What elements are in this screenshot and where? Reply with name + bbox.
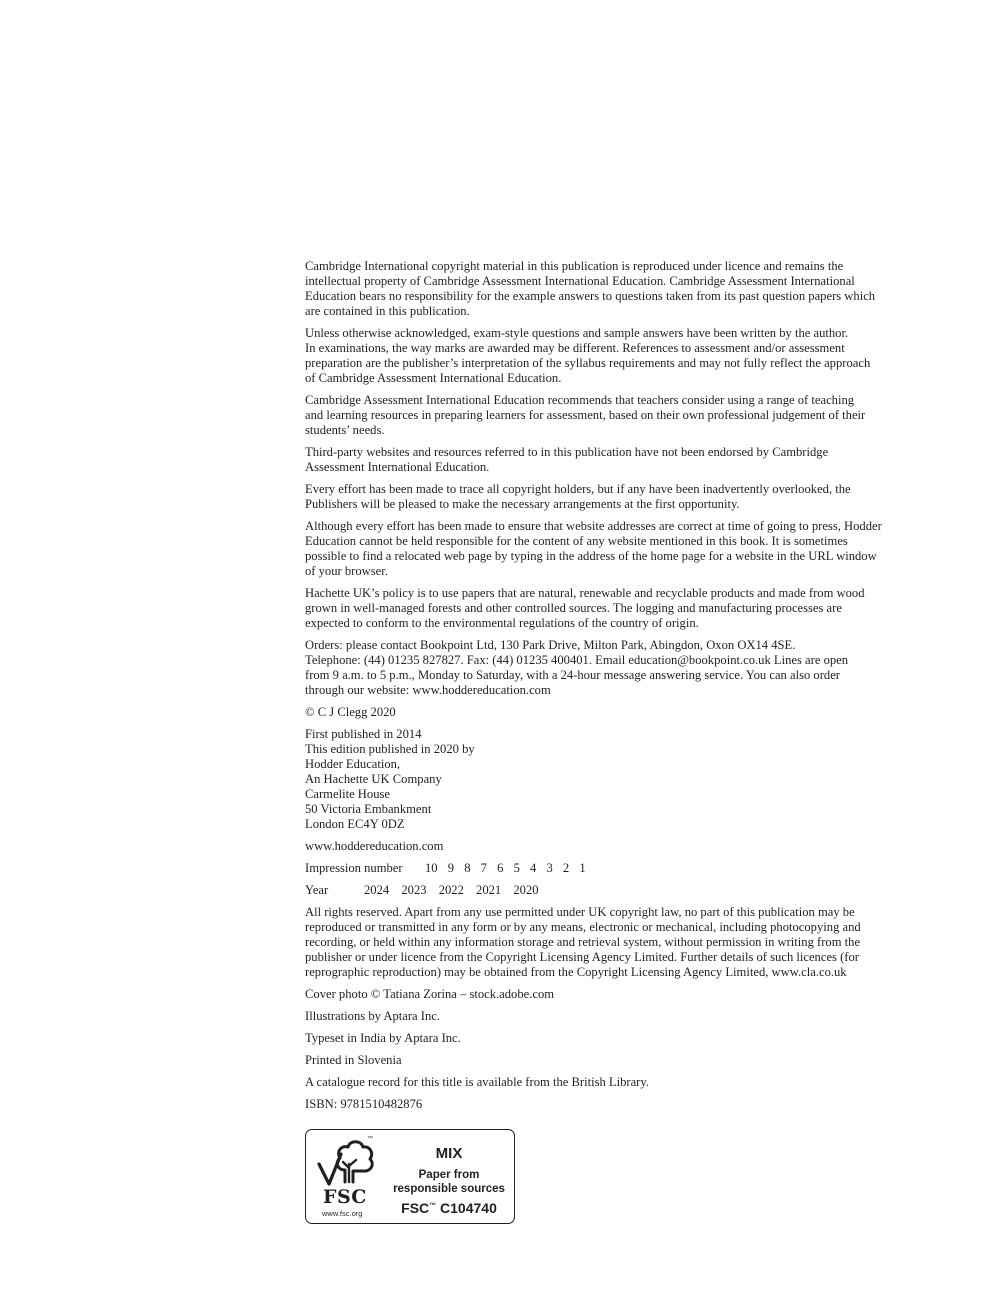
fsc-logo bbox=[305, 1129, 515, 1224]
copyright-paragraph-exam-style: Unless otherwise acknowledged, exam-style questions and sample answers have been written by the author. In examinations, the way marks are awarded may be different. References to assessment and/or assessment preparation are the publisher’s interpretation of the syllabus requirements and may not fully reflect the approach of Cambridge Assessment International Education. bbox=[305, 326, 871, 385]
cover-photo-credit: Cover photo © Tatiana Zorina – stock.adobe.com bbox=[305, 987, 555, 1001]
copyright-paragraph-websites: Although every effort has been made to ensure that website addresses are correct at time of going to press, Hodder Education cannot be held responsible for the content of any website mentioned in this book. It is sometimes possible to find a relocated web page by typing in the address of the home page for a website in the URL window of your browser. bbox=[305, 519, 882, 578]
impression-numbers bbox=[425, 861, 593, 876]
year-number: 2024 bbox=[364, 883, 390, 897]
year-number: 2023 bbox=[401, 883, 427, 897]
printed-in: Printed in Slovenia bbox=[305, 1053, 402, 1067]
year-row bbox=[305, 883, 935, 898]
copyright-notice: © C J Clegg 2020 bbox=[305, 705, 396, 719]
copyright-paragraph-third-party: Third-party websites and resources referred to in this publication have not been endorsed by Cambridge Assessment International Education. bbox=[305, 445, 829, 474]
year-number: 2020 bbox=[513, 883, 539, 897]
impression-row bbox=[305, 861, 935, 876]
catalogue-record: A catalogue record for this title is available from the British Library. bbox=[305, 1075, 650, 1089]
impression-number: 9 bbox=[447, 861, 455, 875]
fsc-mix-label: MIX bbox=[435, 1145, 463, 1162]
impression-number: 1 bbox=[579, 861, 586, 875]
impression-number: 6 bbox=[497, 861, 504, 875]
impression-number: 3 bbox=[546, 861, 553, 875]
impression-number: 7 bbox=[480, 861, 487, 875]
copyright-paragraph-paper-policy: Hachette UK’s policy is to use papers that are natural, renewable and recyclable products and made from wood grown in well-managed forests and other controlled sources. The logging and manufacturing processes are expected to conform to the environmental regulations of the country of origin. bbox=[305, 586, 865, 630]
fsc-trademark: ™ bbox=[367, 1136, 373, 1142]
copyright-paragraph-holders: Every effort has been made to trace all copyright holders, but if any have been inadvertently overlooked, the Publishers will be pleased to make the necessary arrangements at the first opportunity. bbox=[305, 482, 851, 511]
year-numbers bbox=[364, 883, 548, 898]
copyright-paragraph-cambridge: Cambridge International copyright material in this publication is reproduced under licence and remains the intellectual property of Cambridge Assessment International Education. Cambridge Assessment International Education bears no responsibility for the example answers to questions taken from its past question papers which are contained in this publication. bbox=[305, 259, 876, 318]
isbn: ISBN: 9781510482876 bbox=[305, 1097, 423, 1111]
impression-number: 4 bbox=[530, 861, 537, 875]
fsc-line-2: responsible sources bbox=[393, 1183, 505, 1195]
illustrations-credit: Illustrations by Aptara Inc. bbox=[305, 1009, 441, 1023]
fsc-logo-mark bbox=[306, 1130, 384, 1222]
fsc-code-trademark: ™ bbox=[429, 1202, 437, 1210]
year-label: Year bbox=[305, 883, 329, 897]
rights-reserved-paragraph: All rights reserved. Apart from any use permitted under UK copyright law, no part of this publication may be reproduced or transmitted in any form or by any means, electronic or mechanical, including photocopying and recording, or held within any information storage and retrieval system, without permission in writing from the publisher or under licence from the Copyright Licensing Agency Limited. Further details of such licences (for reprographic reproduction) may be obtained from the Copyright Licensing Agency Limited, www.cla.co.uk bbox=[305, 905, 861, 979]
copyright-paragraph-recommendation: Cambridge Assessment International Education recommends that teachers consider using a range of teaching and learning resources in preparing learners for assessment, based on their own professional judgement of their students’ needs. bbox=[305, 393, 866, 437]
fsc-wordmark: FSC bbox=[323, 1186, 367, 1208]
fsc-license-code bbox=[384, 1200, 514, 1216]
publisher-website: www.hoddereducation.com bbox=[305, 839, 444, 853]
impression-number: 2 bbox=[562, 861, 570, 875]
year-number: 2022 bbox=[438, 883, 464, 897]
fsc-line-1: Paper from bbox=[418, 1169, 480, 1181]
typeset-credit: Typeset in India by Aptara Inc. bbox=[305, 1031, 461, 1045]
impression-number: 8 bbox=[464, 861, 471, 875]
fsc-code-number: C104740 bbox=[440, 1200, 497, 1216]
year-number: 2021 bbox=[476, 883, 502, 897]
impression-label: Impression number bbox=[305, 861, 403, 875]
orders-paragraph: Orders: please contact Bookpoint Ltd, 130 Park Drive, Milton Park, Abingdon, Oxon OX14 4SE. Telephone: (44) 01235 827827. Fax: (44) 01235 400401. Email education@bookpoint.co.uk Lines are open from 9 a.m. to 5 p.m., Monday to Saturday, with a 24-hour message answering service. You can also order through our website: www.hoddereducation.com bbox=[305, 638, 849, 697]
copyright-page bbox=[305, 259, 935, 1119]
fsc-website: www.fsc.org bbox=[322, 1209, 363, 1218]
publisher-address: First published in 2014 This edition published in 2020 by Hodder Education, An Hachette UK Company Carmelite House 50 Victoria Embankment London EC4Y 0DZ bbox=[305, 727, 475, 831]
impression-number: 5 bbox=[513, 861, 520, 875]
fsc-code-prefix: FSC bbox=[401, 1200, 430, 1216]
impression-number: 10 bbox=[425, 861, 438, 875]
